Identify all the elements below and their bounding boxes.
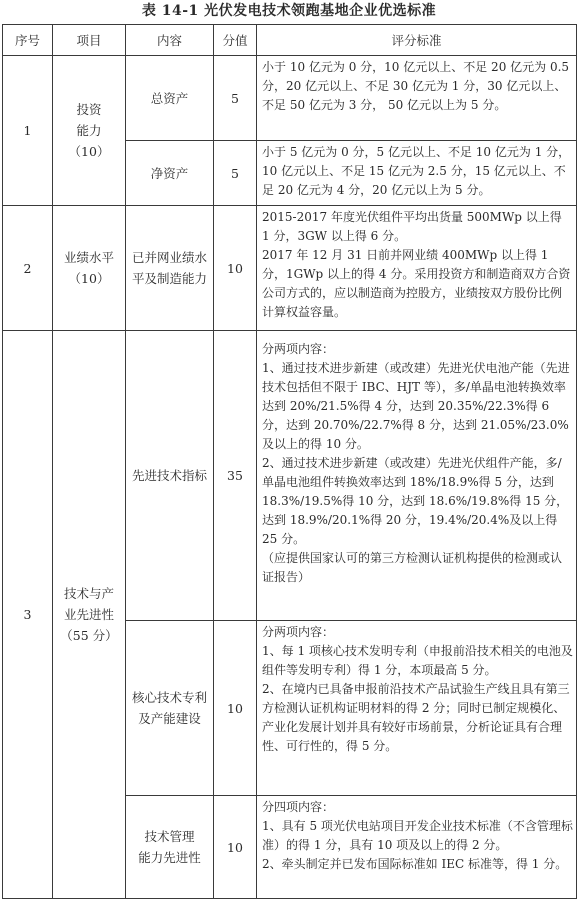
- row-criteria: [257, 621, 577, 796]
- header-criteria: 评分标准: [257, 25, 577, 56]
- row-criteria: [257, 331, 577, 621]
- criteria-line: 1、通过技术进步新建（或改建）先进光伏电池产能（先进技术包括但不限于 IBC、HJT 等），多/单晶电池转换效率达到 20%/21.5%得 4 分，达到 20.35%/22.3%得 6 分，达到 20.70%/22.7%得 8 分，达到 21.05%/23.0%及以上的得 10 分。: [262, 361, 570, 451]
- row-no: 3: [3, 331, 53, 899]
- row-no: 2: [3, 206, 53, 331]
- row-criteria: [257, 206, 577, 331]
- criteria-line: 分两项内容：: [262, 342, 335, 356]
- header-row: [3, 25, 577, 56]
- row-score: 10: [214, 621, 257, 796]
- criteria-line: 2、牵头制定并已发布国际标准如 IEC 标准等，得 1 分。: [262, 857, 568, 871]
- header-content: 内容: [126, 25, 214, 56]
- row-content: 核心技术专利 及产能建设: [126, 621, 214, 796]
- row-criteria: [257, 796, 577, 899]
- table-row: [3, 206, 577, 331]
- criteria-table: [2, 24, 577, 899]
- row-criteria: [257, 141, 577, 206]
- header-score: 分值: [214, 25, 257, 56]
- criteria-line: 2、在境内已具备申报前沿技术产品试验生产线且具有第三方检测认证机构证明材料的得 2 分；同时已制定规模化、产业化发展计划并具有较好市场前景，分析论证具有合理性、可行性的，得 5 分。: [262, 682, 570, 753]
- row-score: 10: [214, 796, 257, 899]
- criteria-line: 分两项内容：: [262, 625, 335, 639]
- row-no: 1: [3, 56, 53, 206]
- row-item: 业绩水平 （10）: [53, 206, 126, 331]
- table-caption: 表 14-1 光伏发电技术领跑基地企业优选标准: [141, 3, 437, 19]
- row-item: 投资 能力 （10）: [53, 56, 126, 206]
- row-score: 5: [214, 56, 257, 141]
- row-content: 总资产: [126, 56, 214, 141]
- row-score: 35: [214, 331, 257, 621]
- table-row: [3, 331, 577, 621]
- row-content: 技术管理 能力先进性: [126, 796, 214, 899]
- header-item: 项目: [53, 25, 126, 56]
- criteria-line: 2015-2017 年度光伏组件平均出货量 500MWp 以上得 1 分，3GW 以上得 6 分。: [262, 210, 562, 243]
- criteria-line: 分四项内容：: [262, 800, 335, 814]
- criteria-line: 小于 5 亿元为 0 分，5 亿元以上、不足 10 亿元为 1 分，10 亿元以上、不足 15 亿元为 2.5 分，15 亿元以上、不足 20 亿元为 4 分，20 亿元以上为 5 分。: [262, 145, 571, 197]
- table-row: [3, 56, 577, 141]
- criteria-line: （应提供国家认可的第三方检测认证机构提供的检测或认证报告）: [262, 551, 563, 584]
- criteria-line: 2、通过技术进步新建（或改建）先进光伏组件产能，多/单晶电池组件转换效率达到 18%/18.9%得 5 分，达到 18.3%/19.5%得 10 分，达到 18.6%/19.8%得 15 分，达到 18.9%/20.1%得 20 分，19.4%/20.4%及以上得 25 分。: [262, 456, 569, 546]
- row-content: 先进技术指标: [126, 331, 214, 621]
- row-content: 净资产: [126, 141, 214, 206]
- row-criteria: [257, 56, 577, 141]
- criteria-line: 小于 10 亿元为 0 分，10 亿元以上、不足 20 亿元为 0.5 分，20 亿元以上、不足 30 亿元为 1 分，30 亿元以上、不足 50 亿元为 3 分， 50 亿元以上为 5 分。: [262, 60, 570, 112]
- row-score: 5: [214, 141, 257, 206]
- row-content: 已并网业绩水 平及制造能力: [126, 206, 214, 331]
- row-score: 10: [214, 206, 257, 331]
- criteria-line: 1、具有 5 项光伏电站项目开发企业技术标准（不含管理标准）的得 1 分，具有 10 项及以上的得 2 分。: [262, 819, 573, 852]
- criteria-line: 1、每 1 项核心技术发明专利（申报前沿技术相关的电池及组件等发明专利）得 1 分，本项最高 5 分。: [262, 644, 573, 677]
- row-item: 技术与产 业先进性 （55 分）: [53, 331, 126, 899]
- header-no: 序号: [3, 25, 53, 56]
- criteria-line: 2017 年 12 月 31 日前并网业绩 400MWp 以上得 1 分，1GWp 以上的得 4 分。采用投资方和制造商双方合资公司方式的，应以制造商为控股方，业绩按双方股份比例计算权益容量。: [262, 248, 571, 319]
